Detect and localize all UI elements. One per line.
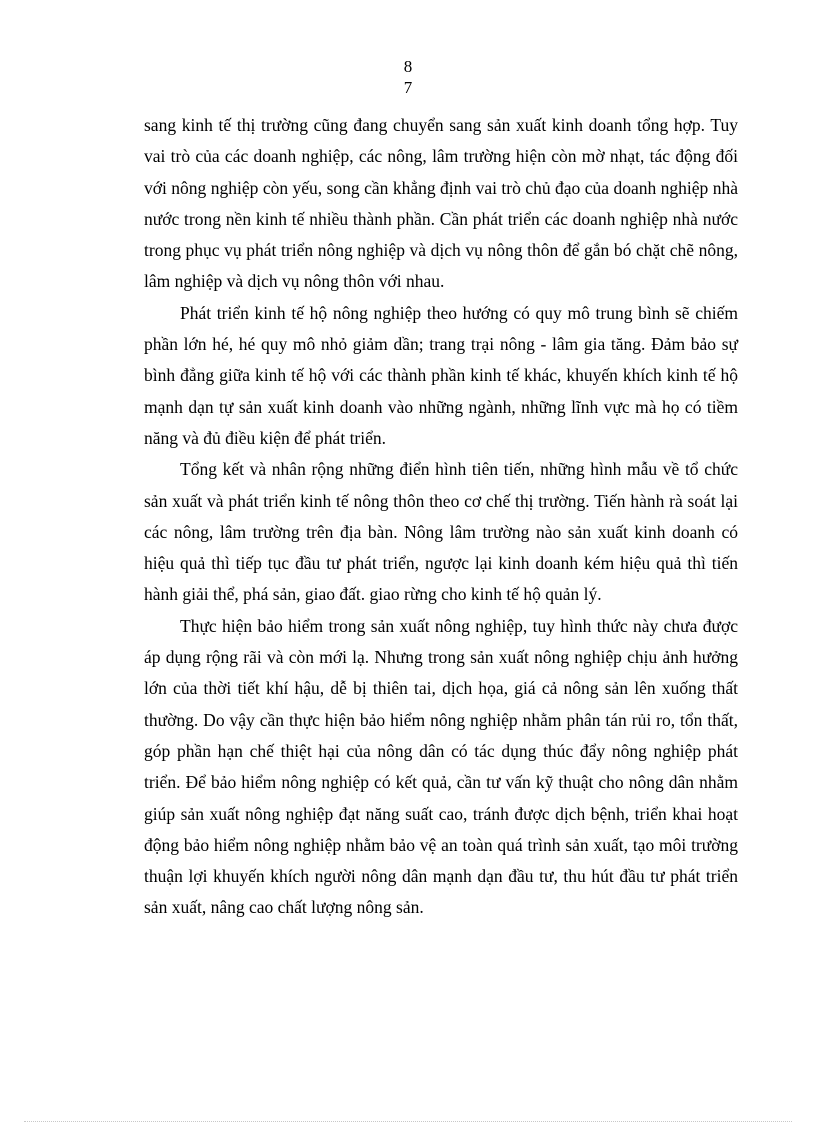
paragraph-advanced-models: Tổng kết và nhân rộng những điển hình tiên tiến, những hình mẫu về tổ chức sản xuất và phát triển kinh tế nông thôn theo cơ chế thị trường. Tiến hành rà soát lại các nông, lâm trường trên địa bàn. Nông lâm trường nào sản xuất kinh doanh có hiệu quả thì tiếp tục đầu tư phát triển, ngược lại kinh doanh kém hiệu quả thì tiến hành giải thể, phá sản, giao đất. giao rừng cho kinh tế hộ quản lý.	[144, 459, 738, 605]
page-number-header	[0, 56, 816, 98]
page-number-top: 8	[403, 57, 413, 76]
paragraph-household-economy: Phát triển kinh tế hộ nông nghiệp theo hướng có quy mô trung bình sẽ chiếm phần lớn hé, hé quy mô nhỏ giảm dần; trang trại nông - lâm gia tăng. Đảm bảo sự bình đẳng giữa kinh tế hộ với các thành phần kinh tế khác, khuyến khích kinh tế hộ mạnh dạn tự sản xuất kinh doanh vào những ngành, những lĩnh vực mà họ có tiềm năng và đủ điều kiện để phát triển.	[144, 302, 738, 448]
paragraph-continuation: sang kinh tế thị trường cũng đang chuyển sang sản xuất kinh doanh tổng hợp. Tuy vai trò của các doanh nghiệp, các nông, lâm trường hiện còn mờ nhạt, tác động đối với nông nghiệp còn yếu, song cần khẳng định vai trò chủ đạo của doanh nghiệp nhà nước trong nền kinh tế nhiều thành phần. Cần phát triển các doanh nghiệp nhà nước trong phục vụ phát triển nông nghiệp và dịch vụ nông thôn để gắn bó chặt chẽ nông, lâm nghiệp và dịch vụ nông thôn với nhau.	[144, 115, 738, 292]
page-number-bottom: 7	[403, 78, 413, 97]
paragraph-agricultural-insurance: Thực hiện bảo hiểm trong sản xuất nông nghiệp, tuy hình thức này chưa được áp dụng rộng rãi và còn mới lạ. Nhưng trong sản xuất nông nghiệp chịu ảnh hưởng lớn của thời tiết khí hậu, dễ bị thiên tai, dịch họa, giá cả nông sản lên xuống thất thường. Do vậy cần thực hiện bảo hiểm nông nghiệp nhằm phân tán rủi ro, tổn thất, góp phần hạn chế thiệt hại của nông dân có tác dụng thúc đẩy nông nghiệp phát triển. Để bảo hiểm nông nghiệp có kết quả, cần tư vấn kỹ thuật cho nông dân nhằm giúp sản xuất nông nghiệp đạt năng suất cao, tránh được dịch bệnh, triển khai hoạt động bảo hiểm nông nghiệp nhằm bảo vệ an toàn quá trình sản xuất, tạo môi trường thuận lợi khuyến khích người nông dân mạnh dạn đầu tư, thu hút đầu tư phát triển sản xuất, nâng cao chất lượng nông sản.	[144, 615, 738, 918]
page-bottom-divider	[24, 1121, 792, 1122]
document-body	[144, 110, 738, 924]
